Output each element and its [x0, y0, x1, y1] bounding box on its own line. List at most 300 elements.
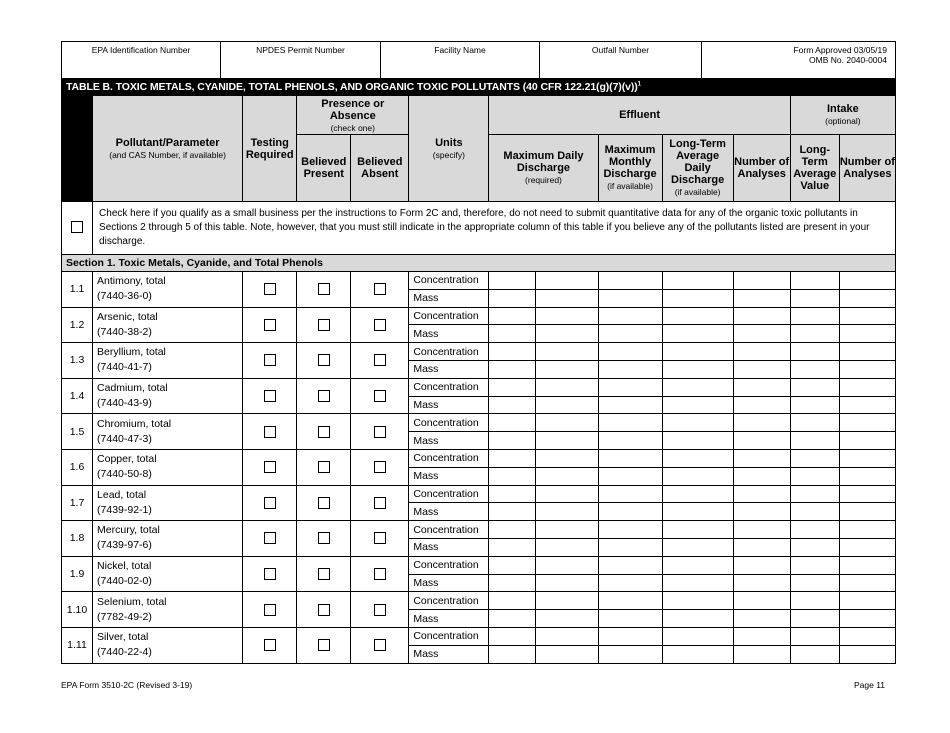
num-analyses-input[interactable]: [733, 521, 790, 539]
unit-mass: Mass: [409, 325, 489, 343]
pollutant-number: 1.4: [62, 378, 93, 414]
num-analyses-input[interactable]: [733, 378, 790, 396]
units-input[interactable]: [489, 414, 536, 432]
believed-absent-checkbox[interactable]: [374, 568, 386, 580]
intake-num-input[interactable]: [839, 485, 895, 503]
header-believed-present: [297, 135, 351, 202]
units-input[interactable]: [489, 556, 536, 574]
header-believed-present-label: Believed Present: [301, 156, 347, 180]
num-analyses-input[interactable]: [733, 485, 790, 503]
pollutant-row: [62, 592, 896, 610]
max-daily-input[interactable]: [536, 645, 598, 663]
units-input[interactable]: [489, 485, 536, 503]
max-monthly-input[interactable]: [598, 414, 662, 432]
intake-lta-input[interactable]: [790, 432, 839, 450]
max-monthly-input[interactable]: [598, 325, 662, 343]
believed-present-checkbox[interactable]: [318, 461, 330, 473]
pollutant-name-cell: [93, 343, 243, 379]
pollutant-cas: (7440-36-0): [97, 290, 152, 303]
header-units: [409, 96, 489, 202]
max-monthly-input[interactable]: [598, 521, 662, 539]
max-monthly-input[interactable]: [598, 538, 662, 556]
believed-present-cell: [297, 627, 351, 663]
header-long-term-sub: (if available): [674, 187, 721, 197]
identification-row: [61, 41, 896, 78]
believed-absent-checkbox[interactable]: [374, 461, 386, 473]
believed-present-cell: [297, 449, 351, 485]
pollutant-cas: (7439-97-6): [97, 539, 152, 552]
unit-mass: Mass: [409, 574, 489, 592]
testing-required-cell: [243, 272, 297, 308]
header-intake-num: [839, 135, 895, 202]
intake-num-input[interactable]: [839, 414, 895, 432]
section-1-row: [62, 255, 896, 272]
intake-lta-input[interactable]: [790, 449, 839, 467]
header-max-monthly: [598, 135, 662, 202]
small-business-row: [62, 202, 896, 255]
header-max-monthly-sub: (if available): [607, 181, 653, 191]
small-business-checkbox-cell: [62, 202, 93, 255]
believed-absent-checkbox[interactable]: [374, 390, 386, 402]
num-analyses-input[interactable]: [733, 325, 790, 343]
max-monthly-input[interactable]: [598, 467, 662, 485]
long-term-input[interactable]: [662, 538, 733, 556]
max-daily-input[interactable]: [536, 485, 598, 503]
intake-num-input[interactable]: [839, 645, 895, 663]
max-daily-input[interactable]: [536, 396, 598, 414]
epa-id-field[interactable]: [62, 42, 221, 78]
header-believed-absent-label: Believed Absent: [357, 156, 403, 180]
intake-num-input[interactable]: [839, 556, 895, 574]
num-analyses-input[interactable]: [733, 467, 790, 485]
unit-concentration: Concentration: [409, 485, 489, 503]
num-analyses-input[interactable]: [733, 538, 790, 556]
long-term-input[interactable]: [662, 610, 733, 628]
num-analyses-input[interactable]: [733, 556, 790, 574]
pollutant-name-cell: [93, 378, 243, 414]
max-daily-input[interactable]: [536, 503, 598, 521]
believed-absent-checkbox[interactable]: [374, 319, 386, 331]
small-business-checkbox[interactable]: [71, 221, 83, 233]
num-analyses-input[interactable]: [733, 360, 790, 378]
num-analyses-input[interactable]: [733, 627, 790, 645]
num-analyses-input[interactable]: [733, 503, 790, 521]
max-daily-input[interactable]: [536, 289, 598, 307]
intake-lta-input[interactable]: [790, 467, 839, 485]
believed-absent-checkbox[interactable]: [374, 497, 386, 509]
intake-lta-input[interactable]: [790, 325, 839, 343]
max-monthly-input[interactable]: [598, 592, 662, 610]
long-term-input[interactable]: [662, 289, 733, 307]
units-input[interactable]: [489, 538, 536, 556]
facility-name-field[interactable]: [381, 42, 540, 78]
believed-present-cell: [297, 521, 351, 557]
long-term-input[interactable]: [662, 307, 733, 325]
header-pollutant-sub: (and CAS Number, if available): [109, 149, 226, 160]
testing-required-cell: [243, 556, 297, 592]
testing-required-checkbox[interactable]: [264, 604, 276, 616]
header-presence: [297, 96, 409, 135]
pollutant-row: [62, 449, 896, 467]
units-input[interactable]: [489, 378, 536, 396]
testing-required-checkbox[interactable]: [264, 426, 276, 438]
pollutant-number: 1.9: [62, 556, 93, 592]
intake-lta-input[interactable]: [790, 414, 839, 432]
header-presence-sub: (check one): [330, 123, 375, 133]
testing-required-checkbox[interactable]: [264, 568, 276, 580]
intake-num-input[interactable]: [839, 325, 895, 343]
max-daily-input[interactable]: [536, 360, 598, 378]
max-monthly-input[interactable]: [598, 343, 662, 361]
testing-required-cell: [243, 307, 297, 343]
unit-concentration: Concentration: [409, 592, 489, 610]
testing-required-checkbox[interactable]: [264, 283, 276, 295]
pollutant-number: 1.11: [62, 627, 93, 663]
num-analyses-input[interactable]: [733, 343, 790, 361]
units-input[interactable]: [489, 343, 536, 361]
max-monthly-input[interactable]: [598, 396, 662, 414]
believed-present-cell: [297, 556, 351, 592]
long-term-input[interactable]: [662, 414, 733, 432]
intake-num-input[interactable]: [839, 360, 895, 378]
intake-num-input[interactable]: [839, 574, 895, 592]
num-analyses-input[interactable]: [733, 610, 790, 628]
believed-present-checkbox[interactable]: [318, 532, 330, 544]
header-row-1: [62, 96, 896, 135]
max-daily-input[interactable]: [536, 378, 598, 396]
max-monthly-input[interactable]: [598, 574, 662, 592]
intake-lta-input[interactable]: [790, 307, 839, 325]
believed-present-checkbox[interactable]: [318, 497, 330, 509]
testing-required-cell: [243, 449, 297, 485]
long-term-input[interactable]: [662, 485, 733, 503]
max-daily-input[interactable]: [536, 610, 598, 628]
max-monthly-input[interactable]: [598, 432, 662, 450]
max-daily-input[interactable]: [536, 592, 598, 610]
intake-num-input[interactable]: [839, 307, 895, 325]
pollutant-number: 1.2: [62, 307, 93, 343]
header-intake-num-label: Number of Analyses: [839, 156, 895, 180]
header-believed-absent: [351, 135, 409, 202]
testing-required-cell: [243, 378, 297, 414]
unit-mass: Mass: [409, 432, 489, 450]
form-approval-info: [702, 42, 895, 78]
max-daily-input[interactable]: [536, 556, 598, 574]
long-term-input[interactable]: [662, 521, 733, 539]
small-business-note: Check here if you qualify as a small business per the instructions to Form 2C and, therefore, do not need to submit quantitative data for any of the organic toxic pollutants in Sections 2 through 5 of this table. Note, however, that you must still indicate in the appropriate column of this table if you believe any of the pollutants listed are present in your discharge.: [93, 202, 896, 255]
long-term-input[interactable]: [662, 503, 733, 521]
num-analyses-input[interactable]: [733, 592, 790, 610]
long-term-input[interactable]: [662, 627, 733, 645]
long-term-input[interactable]: [662, 592, 733, 610]
unit-concentration: Concentration: [409, 556, 489, 574]
long-term-input[interactable]: [662, 272, 733, 290]
section-1-title: Section 1. Toxic Metals, Cyanide, and Total Phenols: [62, 255, 896, 272]
pollutant-name: Chromium, total: [97, 417, 172, 430]
believed-absent-checkbox[interactable]: [374, 532, 386, 544]
pollutant-name: Arsenic, total: [97, 310, 158, 323]
header-long-term-label: Long-Term Average Daily Discharge: [669, 138, 726, 186]
long-term-input[interactable]: [662, 360, 733, 378]
intake-num-input[interactable]: [839, 610, 895, 628]
max-daily-input[interactable]: [536, 449, 598, 467]
testing-required-cell: [243, 414, 297, 450]
pollutant-name: Cadmium, total: [97, 382, 168, 395]
intake-num-input[interactable]: [839, 343, 895, 361]
units-input[interactable]: [489, 325, 536, 343]
units-input[interactable]: [489, 503, 536, 521]
units-input[interactable]: [489, 592, 536, 610]
units-input[interactable]: [489, 521, 536, 539]
intake-num-input[interactable]: [839, 592, 895, 610]
unit-concentration: Concentration: [409, 272, 489, 290]
intake-lta-input[interactable]: [790, 343, 839, 361]
believed-present-checkbox[interactable]: [318, 390, 330, 402]
units-input[interactable]: [489, 272, 536, 290]
believed-present-checkbox[interactable]: [318, 319, 330, 331]
believed-absent-checkbox[interactable]: [374, 354, 386, 366]
pollutant-name: Selenium, total: [97, 595, 167, 608]
pollutant-cas: (7440-47-3): [97, 432, 152, 445]
believed-present-cell: [297, 485, 351, 521]
pollutant-cas: (7440-38-2): [97, 325, 152, 338]
max-daily-input[interactable]: [536, 325, 598, 343]
pollutant-cas: (7440-02-0): [97, 575, 152, 588]
unit-concentration: Concentration: [409, 627, 489, 645]
believed-present-cell: [297, 307, 351, 343]
pollutant-number: 1.5: [62, 414, 93, 450]
believed-present-checkbox[interactable]: [318, 354, 330, 366]
intake-num-input[interactable]: [839, 432, 895, 450]
intake-num-input[interactable]: [839, 449, 895, 467]
testing-required-cell: [243, 521, 297, 557]
believed-absent-checkbox[interactable]: [374, 604, 386, 616]
pollutant-name-cell: [93, 556, 243, 592]
long-term-input[interactable]: [662, 432, 733, 450]
max-monthly-input[interactable]: [598, 289, 662, 307]
intake-num-input[interactable]: [839, 396, 895, 414]
intake-num-input[interactable]: [839, 521, 895, 539]
long-term-input[interactable]: [662, 325, 733, 343]
intake-lta-input[interactable]: [790, 360, 839, 378]
intake-lta-input[interactable]: [790, 574, 839, 592]
intake-lta-input[interactable]: [790, 378, 839, 396]
max-monthly-input[interactable]: [598, 610, 662, 628]
intake-lta-input[interactable]: [790, 485, 839, 503]
intake-num-input[interactable]: [839, 272, 895, 290]
believed-absent-cell: [351, 414, 409, 450]
max-monthly-input[interactable]: [598, 449, 662, 467]
intake-num-input[interactable]: [839, 289, 895, 307]
max-monthly-input[interactable]: [598, 485, 662, 503]
max-monthly-input[interactable]: [598, 645, 662, 663]
intake-lta-input[interactable]: [790, 592, 839, 610]
long-term-input[interactable]: [662, 449, 733, 467]
believed-absent-cell: [351, 272, 409, 308]
units-input[interactable]: [489, 449, 536, 467]
pollutant-cas: (7440-41-7): [97, 361, 152, 374]
pollutant-name-cell: [93, 414, 243, 450]
believed-present-checkbox[interactable]: [318, 639, 330, 651]
testing-required-checkbox[interactable]: [264, 461, 276, 473]
num-analyses-input[interactable]: [733, 414, 790, 432]
units-input[interactable]: [489, 307, 536, 325]
intake-lta-input[interactable]: [790, 610, 839, 628]
believed-absent-cell: [351, 343, 409, 379]
pollutant-number: 1.6: [62, 449, 93, 485]
believed-present-cell: [297, 343, 351, 379]
header-testing-required: [243, 96, 297, 202]
intake-lta-input[interactable]: [790, 556, 839, 574]
long-term-input[interactable]: [662, 556, 733, 574]
outfall-number-field[interactable]: [540, 42, 702, 78]
max-daily-input[interactable]: [536, 467, 598, 485]
units-input[interactable]: [489, 467, 536, 485]
intake-num-input[interactable]: [839, 467, 895, 485]
num-analyses-input[interactable]: [733, 307, 790, 325]
believed-present-checkbox[interactable]: [318, 283, 330, 295]
testing-required-checkbox[interactable]: [264, 319, 276, 331]
header-units-label: Units: [435, 136, 463, 149]
header-effluent: [489, 96, 790, 135]
pollutant-name: Beryllium, total: [97, 346, 166, 359]
believed-present-cell: [297, 272, 351, 308]
pollutant-row: [62, 485, 896, 503]
intake-lta-input[interactable]: [790, 645, 839, 663]
long-term-input[interactable]: [662, 378, 733, 396]
intake-num-input[interactable]: [839, 378, 895, 396]
page-number: Page 11: [854, 680, 886, 690]
num-analyses-input[interactable]: [733, 449, 790, 467]
testing-required-cell: [243, 627, 297, 663]
num-analyses-input[interactable]: [733, 645, 790, 663]
believed-absent-cell: [351, 556, 409, 592]
unit-concentration: Concentration: [409, 307, 489, 325]
units-input[interactable]: [489, 432, 536, 450]
long-term-input[interactable]: [662, 467, 733, 485]
unit-mass: Mass: [409, 396, 489, 414]
units-input[interactable]: [489, 645, 536, 663]
units-input[interactable]: [489, 360, 536, 378]
pollutant-row: [62, 414, 896, 432]
believed-absent-checkbox[interactable]: [374, 639, 386, 651]
units-input[interactable]: [489, 574, 536, 592]
believed-absent-checkbox[interactable]: [374, 426, 386, 438]
num-analyses-input[interactable]: [733, 574, 790, 592]
pollutant-number: 1.3: [62, 343, 93, 379]
intake-lta-input[interactable]: [790, 627, 839, 645]
pollutant-number: 1.7: [62, 485, 93, 521]
max-monthly-input[interactable]: [598, 556, 662, 574]
num-analyses-input[interactable]: [733, 432, 790, 450]
long-term-input[interactable]: [662, 645, 733, 663]
epa-id-label: EPA Identification Number: [91, 45, 191, 55]
intake-num-input[interactable]: [839, 538, 895, 556]
header-effluent-label: Effluent: [619, 109, 661, 121]
units-input[interactable]: [489, 627, 536, 645]
believed-absent-cell: [351, 485, 409, 521]
intake-num-input[interactable]: [839, 627, 895, 645]
intake-num-input[interactable]: [839, 503, 895, 521]
form-approved-date: Form Approved 03/05/19: [793, 45, 887, 55]
units-input[interactable]: [489, 610, 536, 628]
max-monthly-input[interactable]: [598, 272, 662, 290]
believed-present-checkbox[interactable]: [318, 568, 330, 580]
pollutant-row: [62, 343, 896, 361]
pollutant-name-cell: [93, 592, 243, 628]
max-daily-input[interactable]: [536, 627, 598, 645]
num-analyses-input[interactable]: [733, 396, 790, 414]
pollutant-name-cell: [93, 485, 243, 521]
long-term-input[interactable]: [662, 396, 733, 414]
max-monthly-input[interactable]: [598, 503, 662, 521]
pollutant-cas: (7782-49-2): [97, 610, 152, 623]
testing-required-checkbox[interactable]: [264, 639, 276, 651]
max-daily-input[interactable]: [536, 574, 598, 592]
max-daily-input[interactable]: [536, 343, 598, 361]
intake-lta-input[interactable]: [790, 538, 839, 556]
max-daily-input[interactable]: [536, 307, 598, 325]
unit-mass: Mass: [409, 467, 489, 485]
believed-present-checkbox[interactable]: [318, 604, 330, 616]
intake-lta-input[interactable]: [790, 503, 839, 521]
max-monthly-input[interactable]: [598, 627, 662, 645]
header-pollutant-label: Pollutant/Parameter: [115, 136, 220, 149]
npdes-field[interactable]: [221, 42, 381, 78]
max-monthly-input[interactable]: [598, 307, 662, 325]
units-input[interactable]: [489, 396, 536, 414]
max-daily-input[interactable]: [536, 414, 598, 432]
intake-lta-input[interactable]: [790, 289, 839, 307]
unit-concentration: Concentration: [409, 343, 489, 361]
max-monthly-input[interactable]: [598, 378, 662, 396]
header-num-analyses-label: Number of Analyses: [734, 156, 790, 180]
table-title-text: TABLE B. TOXIC METALS, CYANIDE, TOTAL PHENOLS, AND ORGANIC TOXIC POLLUTANTS (40 CFR 122.21(g)(7)(v)): [66, 81, 638, 93]
header-intake-sub: (optional): [825, 116, 861, 126]
pollutant-row: [62, 307, 896, 325]
testing-required-cell: [243, 592, 297, 628]
toxic-pollutants-table: [61, 78, 896, 664]
max-daily-input[interactable]: [536, 432, 598, 450]
testing-required-checkbox[interactable]: [264, 497, 276, 509]
max-daily-input[interactable]: [536, 538, 598, 556]
num-analyses-input[interactable]: [733, 289, 790, 307]
pollutant-cas: (7440-22-4): [97, 646, 152, 659]
believed-absent-checkbox[interactable]: [374, 283, 386, 295]
intake-lta-input[interactable]: [790, 396, 839, 414]
long-term-input[interactable]: [662, 343, 733, 361]
testing-required-checkbox[interactable]: [264, 354, 276, 366]
intake-lta-input[interactable]: [790, 272, 839, 290]
max-daily-input[interactable]: [536, 272, 598, 290]
believed-present-checkbox[interactable]: [318, 426, 330, 438]
pollutant-row: [62, 521, 896, 539]
believed-absent-cell: [351, 449, 409, 485]
max-daily-input[interactable]: [536, 521, 598, 539]
num-analyses-input[interactable]: [733, 272, 790, 290]
max-monthly-input[interactable]: [598, 360, 662, 378]
long-term-input[interactable]: [662, 574, 733, 592]
testing-required-checkbox[interactable]: [264, 390, 276, 402]
pollutant-cas: (7439-92-1): [97, 503, 152, 516]
intake-lta-input[interactable]: [790, 521, 839, 539]
form-frame: [61, 41, 896, 664]
pollutant-name-cell: [93, 521, 243, 557]
pollutant-row: [62, 627, 896, 645]
testing-required-checkbox[interactable]: [264, 532, 276, 544]
unit-mass: Mass: [409, 538, 489, 556]
units-input[interactable]: [489, 289, 536, 307]
